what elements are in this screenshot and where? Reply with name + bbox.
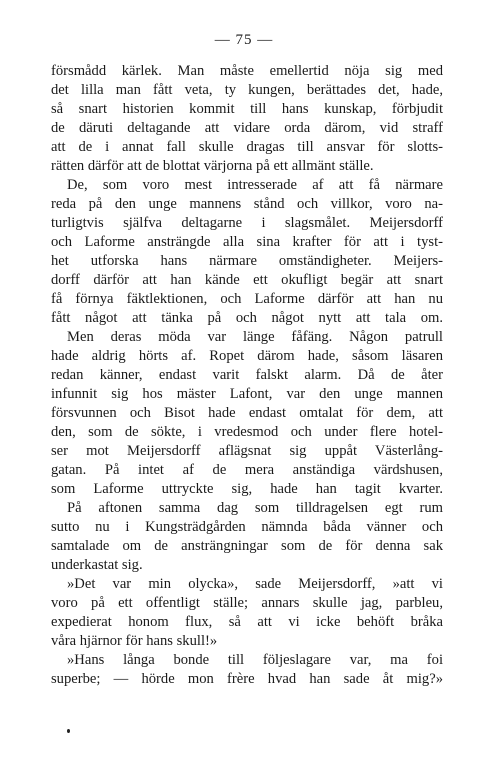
text-line: det lilla man fått veta, ty kungen, berättades det, hade, — [51, 82, 443, 98]
text-line: expedierat honom flux, så att vi icke behöft bråka — [51, 614, 443, 630]
text-line: och Laforme ansträngde alla sina krafter för att i tyst- — [51, 234, 443, 250]
text-line: superbe; — hörde mon frère hvad han sade åt mig?» — [51, 671, 443, 687]
text-line: sutto nu i Kungsträdgården nämnda båda vänner och — [51, 519, 443, 535]
text-line: samtalade om de ansträngningar som de för denna sak — [51, 538, 443, 554]
text-line: De, som voro mest intresserade af att få närmare — [67, 177, 443, 193]
text-line: våra hjärnor för hans skull!» — [51, 633, 218, 649]
text-line: infunnit sig hos mäster Lafont, var den unge mannen — [51, 386, 443, 402]
text-line: få förnya fäktlektionen, och Laforme därför att han nu — [51, 291, 443, 307]
text-line: de däruti deltagande att vidare orda därom, vid straff — [51, 120, 443, 136]
text-line: dorff därför att han kände ett okufligt begär att snart — [51, 272, 443, 288]
text-line: På aftonen samma dag som tilldragelsen egt rum — [67, 500, 443, 516]
text-line: fått något att tänka på och något nytt att tala om. — [51, 310, 443, 326]
text-line: hade aldrig hörts af. Ropet därom hade, såsom läsaren — [51, 348, 443, 364]
text-line: voro på ett offentligt ställe; annars skulle jag, parbleu, — [51, 595, 443, 611]
text-line: het utforska hans närmare omständigheter. Meijers- — [51, 253, 443, 269]
text-line: så snart historien kommit till hans kunskap, förbjudit — [51, 101, 443, 117]
text-line: försmådd kärlek. Man måste emellertid nöja sig med — [51, 63, 443, 79]
text-line: underkastat sig. — [51, 557, 143, 573]
text-line: turligtvis själfva deltagarne i slagsmålet. Meijersdorff — [51, 215, 443, 231]
text-line: reda på den unge mannens stånd och villkor, voro na- — [51, 196, 443, 212]
ink-speck — [67, 729, 70, 733]
text-line: ser mot Meijersdorff aflägsnat sig uppåt Västerlång- — [51, 443, 443, 459]
text-line: försvunnen och Bisot hade endast omtalat för dem, att — [51, 405, 443, 421]
text-line: att de i annat fall skulle dragas till ansvar för slotts- — [51, 139, 443, 155]
page-number: — 75 — — [214, 32, 274, 48]
text-line: rätten därför att de blottat värjorna på ett allmänt ställe. — [51, 158, 374, 174]
text-line: »Hans långa bonde till följeslagare var, ma foi — [67, 652, 443, 668]
text-line: »Det var min olycka», sade Meijersdorff, »att vi — [67, 576, 443, 592]
text-line: redan känner, endast varit falskt alarm. Då de åter — [51, 367, 443, 383]
body-text — [51, 62, 443, 689]
text-line: den, som de sökte, i vredesmod och under flere hotel- — [51, 424, 443, 440]
text-line: som Laforme uttryckte sig, hade han tagit kvarter. — [51, 481, 443, 497]
text-line: Men deras möda var länge fåfäng. Någon patrull — [67, 329, 443, 345]
text-line: gatan. På intet af de mera anständiga värdshusen, — [51, 462, 443, 478]
